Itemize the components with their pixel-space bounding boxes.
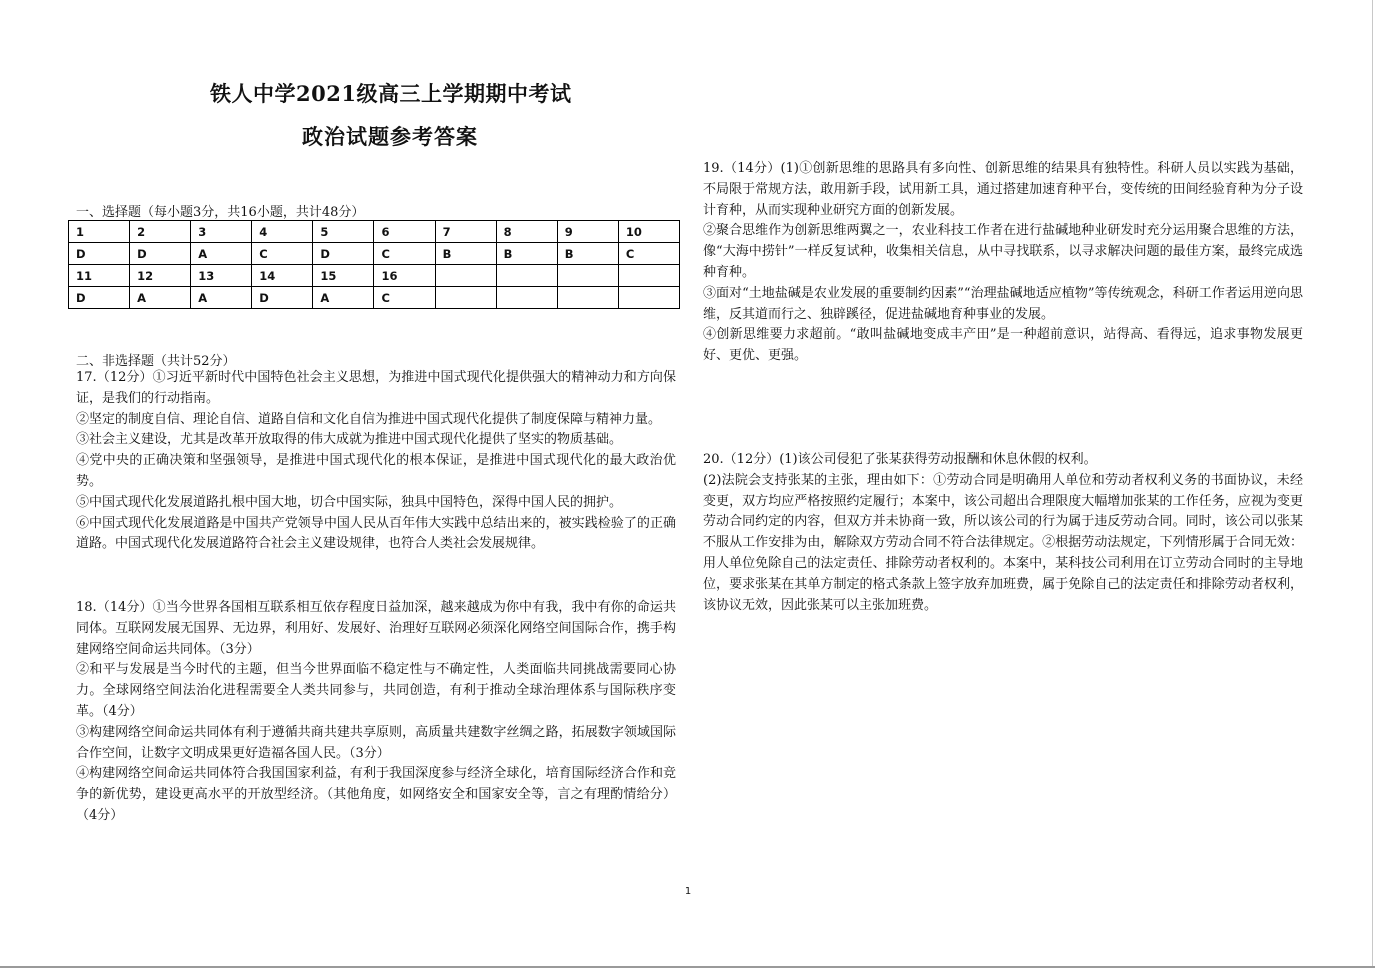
table-cell: D [69, 287, 130, 309]
table-cell [557, 287, 618, 309]
table-cell [557, 265, 618, 287]
table-cell: 16 [374, 265, 435, 287]
table-cell: C [618, 243, 679, 265]
table-cell: 10 [618, 221, 679, 243]
table-row [69, 221, 680, 243]
document-subtitle: 政治试题参考答案 [302, 124, 478, 149]
table-cell: D [130, 243, 191, 265]
table-cell: 11 [69, 265, 130, 287]
table-cell: 1 [69, 221, 130, 243]
answer-paragraph: ②和平与发展是当今时代的主题，但当今世界面临不稳定性与不确定性，人类面临共同挑战需要同心协力。全球网络空间法治化进程需要全人类共同参与，共同创造，有利于推动全球治理体系与国际秩序变革。（4分） [76, 662, 676, 719]
table-cell: A [313, 287, 374, 309]
table-cell: 8 [496, 221, 557, 243]
table-row [69, 265, 680, 287]
table-row [69, 287, 680, 309]
answer-paragraph: 20.（12分）(1)该公司侵犯了张某获得劳动报酬和休息休假的权利。 [703, 452, 1097, 467]
page-right-edge [1372, 0, 1373, 966]
table-cell: C [374, 243, 435, 265]
table-cell [618, 287, 679, 309]
answer-paragraph: 19.（14分）(1)①创新思维的思路具有多向性、创新思维的结果具有独特性。科研人员以实践为基础，不局限于常规方法，敢用新手段，试用新工具，通过搭建加速育种平台，变传统的田间经验育种为分子设计育种，从而实现种业研究方面的创新发展。 [703, 161, 1303, 218]
table-cell: 15 [313, 265, 374, 287]
section-heading-choice: 一、选择题（每小题3分，共16小题，共计48分） [76, 205, 365, 220]
table-cell: B [496, 243, 557, 265]
answer-17 [76, 368, 676, 555]
table-cell: 2 [130, 221, 191, 243]
table-cell: 9 [557, 221, 618, 243]
table-cell: 6 [374, 221, 435, 243]
document-title: 铁人中学2021级高三上学期期中考试 [210, 81, 572, 106]
table-cell: 12 [130, 265, 191, 287]
table-cell: B [557, 243, 618, 265]
answer-paragraph: ③社会主义建设，尤其是改革开放取得的伟大成就为推进中国式现代化提供了坚实的物质基础。 [76, 432, 623, 448]
table-cell: B [435, 243, 496, 265]
table-cell [496, 287, 557, 309]
answer-table [68, 220, 680, 309]
table-row [69, 243, 680, 265]
table-cell: 4 [252, 221, 313, 243]
table-cell: 13 [191, 265, 252, 287]
table-cell: 7 [435, 221, 496, 243]
table-cell: A [191, 243, 252, 265]
answer-paragraph: ②聚合思维作为创新思维两翼之一，农业科技工作者在进行盐碱地种业研发时充分运用聚合思维的方法，像“大海中捞针”一样反复试种，收集相关信息，从中寻找联系，以寻求解决问题的最佳方案，最终完成选种育种。 [703, 223, 1303, 280]
table-cell: 14 [252, 265, 313, 287]
answer-19 [703, 159, 1303, 367]
table-cell [435, 287, 496, 309]
answer-paragraph: (2)法院会支持张某的主张，理由如下：①劳动合同是明确用人单位和劳动者权利义务的书面协议，未经变更，双方均应严格按照约定履行；本案中，该公司超出合理限度大幅增加张某的工作任务，应视为变更劳动合同约定的内容，但双方并未协商一致，所以该公司的行为属于违反劳动合同。同时，该公司以张某不服从工作安排为由，解除双方劳动合同不符合法律规定。②根据劳动法规定，下列情形属于合同无效：用人单位免除自己的法定责任、排除劳动者权利的。本案中，某科技公司利用在订立劳动合同时的主导地位，要求张某在其单方制定的格式条款上签字放弃加班费，属于免除自己的法定责任和排除劳动者权利，该协议无效，因此张某可以主张加班费。 [703, 472, 1303, 613]
table-cell [435, 265, 496, 287]
table-cell: C [374, 287, 435, 309]
page-bottom-edge [0, 966, 1375, 968]
table-cell: A [130, 287, 191, 309]
answer-20 [703, 450, 1303, 616]
answer-paragraph: ④创新思维要力求超前。“敢叫盐碱地变成丰产田”是一种超前意识，站得高、看得远，追求事物发展更好、更优、更强。 [703, 327, 1303, 364]
answer-paragraph: ④构建网络空间命运共同体符合我国国家利益，有利于我国深度参与经济全球化，培育国际经济合作和竞争的新优势，建设更高水平的开放型经济。（其他角度，如网络安全和国家安全等，言之有理酌情给分）（4分） [76, 766, 676, 823]
table-cell: D [313, 243, 374, 265]
answer-paragraph: ③面对“土地盐碱是农业发展的重要制约因素”“治理盐碱地适应植物”等传统观念，科研工作者运用逆向思维，反其道而行之、独辟蹊径，促进盐碱地育种事业的发展。 [703, 285, 1303, 322]
page-number: 1 [684, 886, 692, 897]
answer-paragraph: ③构建网络空间命运共同体有利于遵循共商共建共享原则，高质量共建数字丝绸之路，拓展数字领域国际合作空间，让数字文明成果更好造福各国人民。（3分） [76, 724, 676, 761]
table-cell [618, 265, 679, 287]
table-cell [496, 265, 557, 287]
table-cell: D [69, 243, 130, 265]
table-cell: C [252, 243, 313, 265]
section-heading-nonchoice: 二、非选择题（共计52分） [76, 354, 236, 369]
answer-paragraph: ②坚定的制度自信、理论自信、道路自信和文化自信为推进中国式现代化提供了制度保障与精神力量。 [76, 411, 662, 427]
answer-paragraph: 17.（12分）①习近平新时代中国特色社会主义思想，为推进中国式现代化提供强大的精神动力和方向保证，是我们的行动指南。 [76, 370, 676, 406]
table-cell: 3 [191, 221, 252, 243]
answer-paragraph: ⑤中国式现代化发展道路扎根中国大地，切合中国实际，独具中国特色，深得中国人民的拥护。 [76, 494, 623, 510]
table-cell: A [191, 287, 252, 309]
answer-paragraph: ⑥中国式现代化发展道路是中国共产党领导中国人民从百年伟大实践中总结出来的，被实践检验了的正确道路。中国式现代化发展道路符合社会主义建设规律，也符合人类社会发展规律。 [76, 515, 676, 552]
answer-18 [76, 598, 676, 827]
answer-paragraph: 18.（14分）①当今世界各国相互联系相互依存程度日益加深，越来越成为你中有我，我中有你的命运共同体。互联网发展无国界、无边界，利用好、发展好、治理好互联网必须深化网络空间国际合作，携手构建网络空间命运共同体。（3分） [76, 600, 676, 657]
answer-paragraph: ④党中央的正确决策和坚强领导，是推进中国式现代化的根本保证，是推进中国式现代化的最大政治优势。 [76, 453, 676, 489]
table-cell: 5 [313, 221, 374, 243]
table-cell: D [252, 287, 313, 309]
